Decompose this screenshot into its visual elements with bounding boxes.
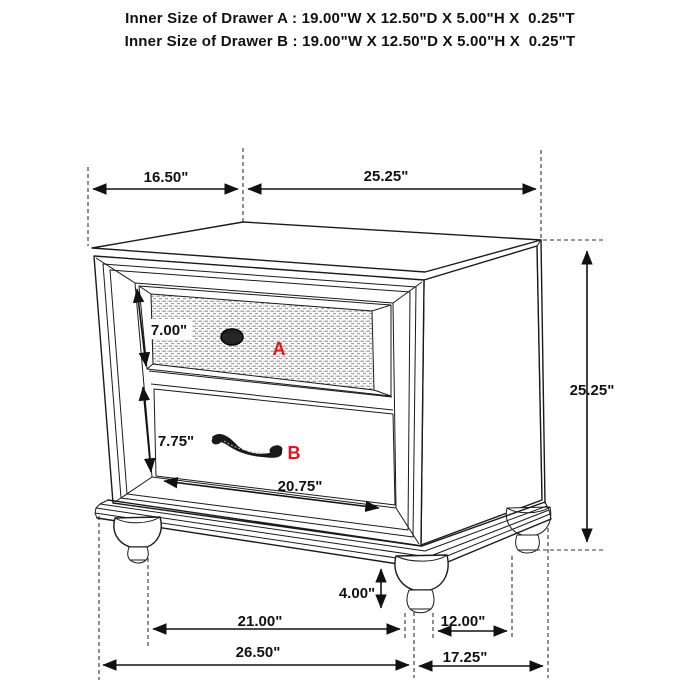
dim-leg-height-label: 4.00" xyxy=(338,585,376,602)
dim-overall-depth-label: 17.25" xyxy=(442,649,488,666)
dim-overall-height-label: 25.25" xyxy=(569,382,615,399)
front-left-leg xyxy=(114,517,161,563)
front-right-leg xyxy=(395,555,448,613)
dim-drawer-a-height-label: 7.00" xyxy=(150,322,188,339)
dim-overall-width-label: 26.50" xyxy=(235,644,281,661)
nightstand-drawing xyxy=(92,222,551,613)
drawer-b-size-text: Inner Size of Drawer B : 19.00"W X 12.50"D X 5.00"H X 0.25"T xyxy=(124,33,576,50)
drawer-a-letter: A xyxy=(272,339,286,359)
dim-top-depth-label: 16.50" xyxy=(143,169,189,186)
dim-top-width-label: 25.25" xyxy=(363,168,409,185)
side-face xyxy=(410,240,545,545)
drawer-a-size-text: Inner Size of Drawer A : 19.00"W X 12.50"D X 5.00"H X 0.25"T xyxy=(125,10,575,27)
drawer-b-letter: B xyxy=(287,443,301,463)
dim-side-leg-span-label: 12.00" xyxy=(440,613,486,630)
dim-drawer-b-height-label: 7.75" xyxy=(157,433,195,450)
dim-drawer-b-width-label: 20.75" xyxy=(277,478,323,495)
dim-front-leg-span-label: 21.00" xyxy=(237,613,283,630)
